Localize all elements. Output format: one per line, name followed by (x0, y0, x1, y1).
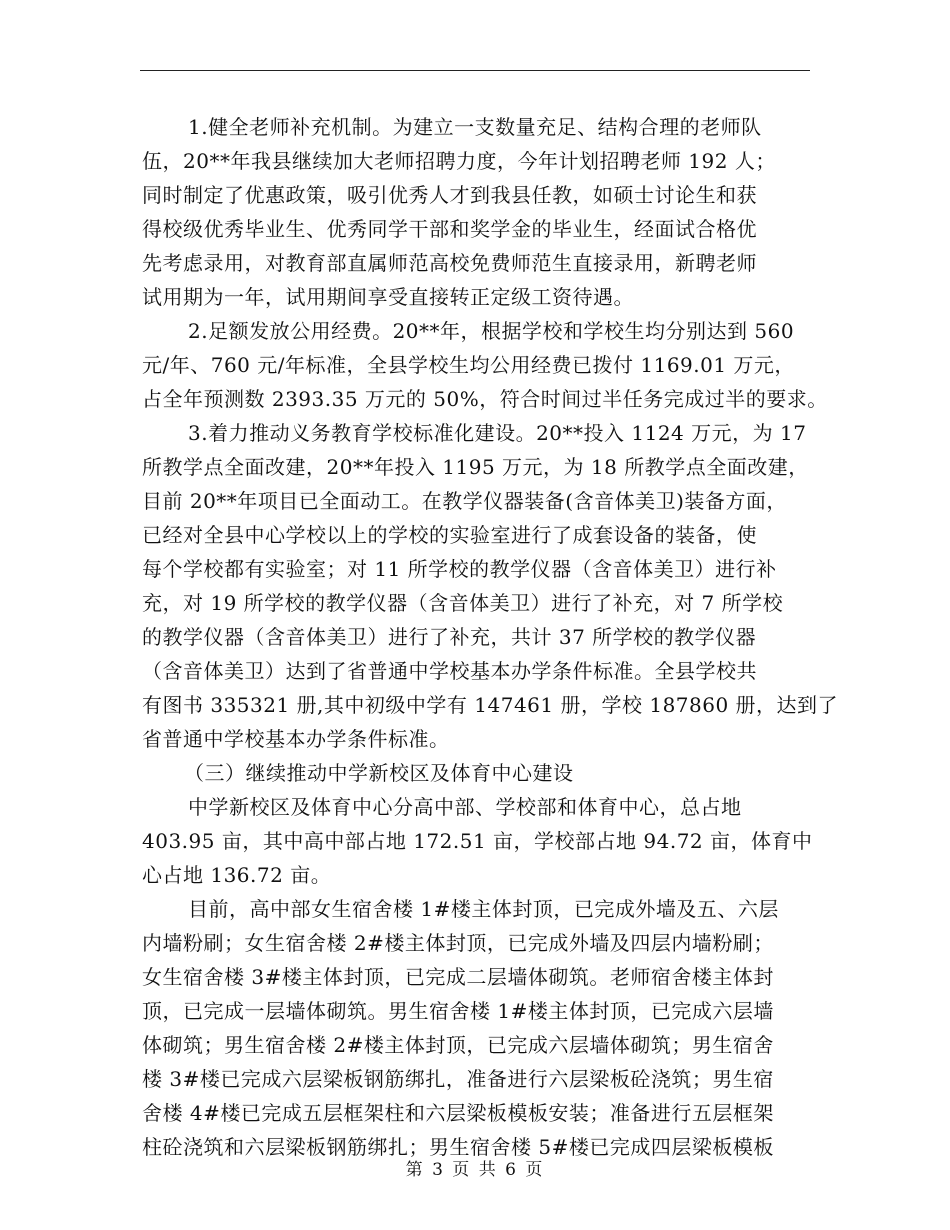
paragraph-line: 省普通中学校基本办学条件标准。 (142, 727, 450, 751)
paragraph-line: 充，对 19 所学校的教学仪器（含音体美卫）进行了补充，对 7 所学校 (142, 591, 784, 615)
paragraph-line: 目前，高中部女生宿舍楼 1#楼主体封顶，已完成外墙及五、六层 (188, 897, 779, 921)
paragraph-line: 元/年、760 元/年标准，全县学校生均公用经费已拨付 1169.01 万元， (142, 353, 795, 377)
paragraph-line: 目前 20**年项目已全面动工。在教学仪器装备(含音体美卫)装备方面， (142, 489, 787, 513)
paragraph-line: 3.着力推动义务教育学校标准化建设。20**投入 1124 万元，为 17 (188, 421, 807, 445)
page-number: 第 3 页 共 6 页 (405, 1160, 545, 1180)
paragraph-line: 同时制定了优惠政策，吸引优秀人才到我县任教，如硕士讨论生和获 (142, 183, 757, 207)
section-heading: （三）继续推动中学新校区及体育中心建设 (184, 761, 574, 785)
paragraph-line: 先考虑录用，对教育部直属师范高校免费师范生直接录用，新聘老师 (142, 251, 757, 275)
paragraph-line: （含音体美卫）达到了省普通中学校基本办学条件标准。全县学校共 (142, 659, 757, 683)
paragraph-line: 403.95 亩，其中高中部占地 172.51 亩，学校部占地 94.72 亩，体育中 (142, 829, 813, 853)
paragraph-line: 所教学点全面改建，20**年投入 1195 万元，为 18 所教学点全面改建， (142, 455, 809, 479)
paragraph-line: 顶，已完成一层墙体砌筑。男生宿舍楼 1#楼主体封顶，已完成六层墙 (142, 999, 774, 1023)
paragraph-line: 舍楼 4#楼已完成五层框架柱和六层梁板模板安装；准备进行五层框架 (142, 1101, 774, 1125)
paragraph-line: 楼 3#楼已完成六层梁板钢筋绑扎，准备进行六层梁板砼浇筑；男生宿 (142, 1067, 774, 1091)
paragraph-line: 占全年预测数 2393.35 万元的 50%，符合时间过半任务完成过半的要求。 (142, 387, 828, 411)
paragraph-line: 体砌筑；男生宿舍楼 2#楼主体封顶，已完成六层墙体砌筑；男生宿舍 (142, 1033, 774, 1057)
paragraph-line: 中学新校区及体育中心分高中部、学校部和体育中心，总占地 (188, 795, 742, 819)
paragraph-line: 的教学仪器（含音体美卫）进行了补充，共计 37 所学校的教学仪器 (142, 625, 757, 649)
document-body (142, 110, 839, 1164)
paragraph-line: 柱砼浇筑和六层梁板钢筋绑扎；男生宿舍楼 5#楼已完成四层梁板模板 (142, 1135, 774, 1159)
paragraph-line: 每个学校都有实验室；对 11 所学校的教学仪器（含音体美卫）进行补 (142, 557, 777, 581)
paragraph-line: 内墙粉刷；女生宿舍楼 2#楼主体封顶，已完成外墙及四层内墙粉刷； (142, 931, 774, 955)
paragraph-line: 试用期为一年，试用期间享受直接转正定级工资待遇。 (142, 285, 634, 309)
paragraph-line: 2.足额发放公用经费。20**年，根据学校和学校生均分别达到 560 (188, 319, 795, 343)
paragraph-line: 有图书 335321 册,其中初级中学有 147461 册，学校 187860 册，达到了 (142, 693, 839, 717)
header-rule (140, 70, 810, 71)
paragraph-line: 心占地 136.72 亩。 (142, 863, 332, 887)
paragraph-line: 伍，20**年我县继续加大老师招聘力度，今年计划招聘老师 192 人； (142, 149, 776, 173)
paragraph-line: 1.健全老师补充机制。为建立一支数量充足、结构合理的老师队 (188, 115, 762, 139)
paragraph-line: 女生宿舍楼 3#楼主体封顶，已完成二层墙体砌筑。老师宿舍楼主体封 (142, 965, 774, 989)
paragraph-line: 已经对全县中心学校以上的学校的实验室进行了成套设备的装备，使 (142, 523, 757, 547)
paragraph-line: 得校级优秀毕业生、优秀同学干部和奖学金的毕业生，经面试合格优 (142, 217, 757, 241)
